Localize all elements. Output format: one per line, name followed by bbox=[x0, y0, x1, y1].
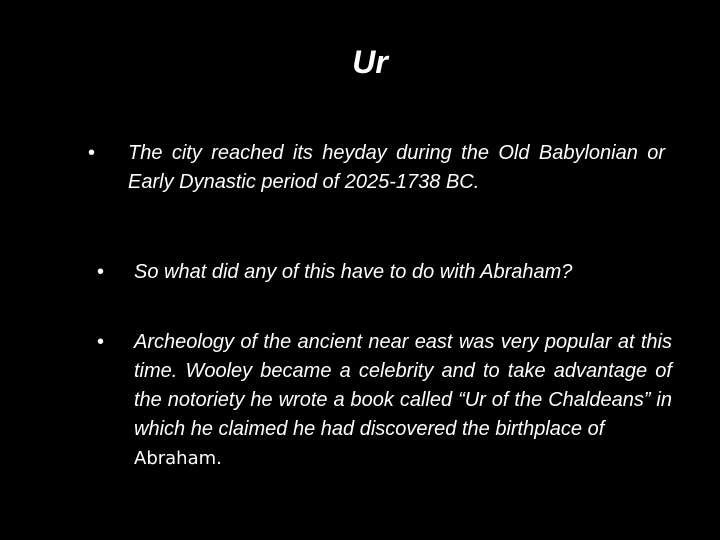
bullet-text: Archeology of the ancient near east was very popular at this time. Wooley became a celebrity and to take advantage of the notoriety he wrote a book called “Ur of the Chaldeans” in which he claimed he had discovered the birthplace of bbox=[134, 331, 672, 440]
bullet-marker: • bbox=[97, 261, 105, 283]
bullet-marker: • bbox=[88, 142, 96, 164]
bullet-marker: • bbox=[97, 331, 105, 353]
bullet-text-container bbox=[134, 328, 672, 473]
bullet-text: So what did any of this have to do with Abraham? bbox=[134, 261, 573, 283]
bullet-text-tail: Abraham. bbox=[134, 448, 222, 469]
slide-title: Ur bbox=[352, 44, 388, 80]
bullet-text: The city reached its heyday during the Old Babylonian or Early Dynastic period of 2025-1738 BC. bbox=[128, 142, 665, 193]
